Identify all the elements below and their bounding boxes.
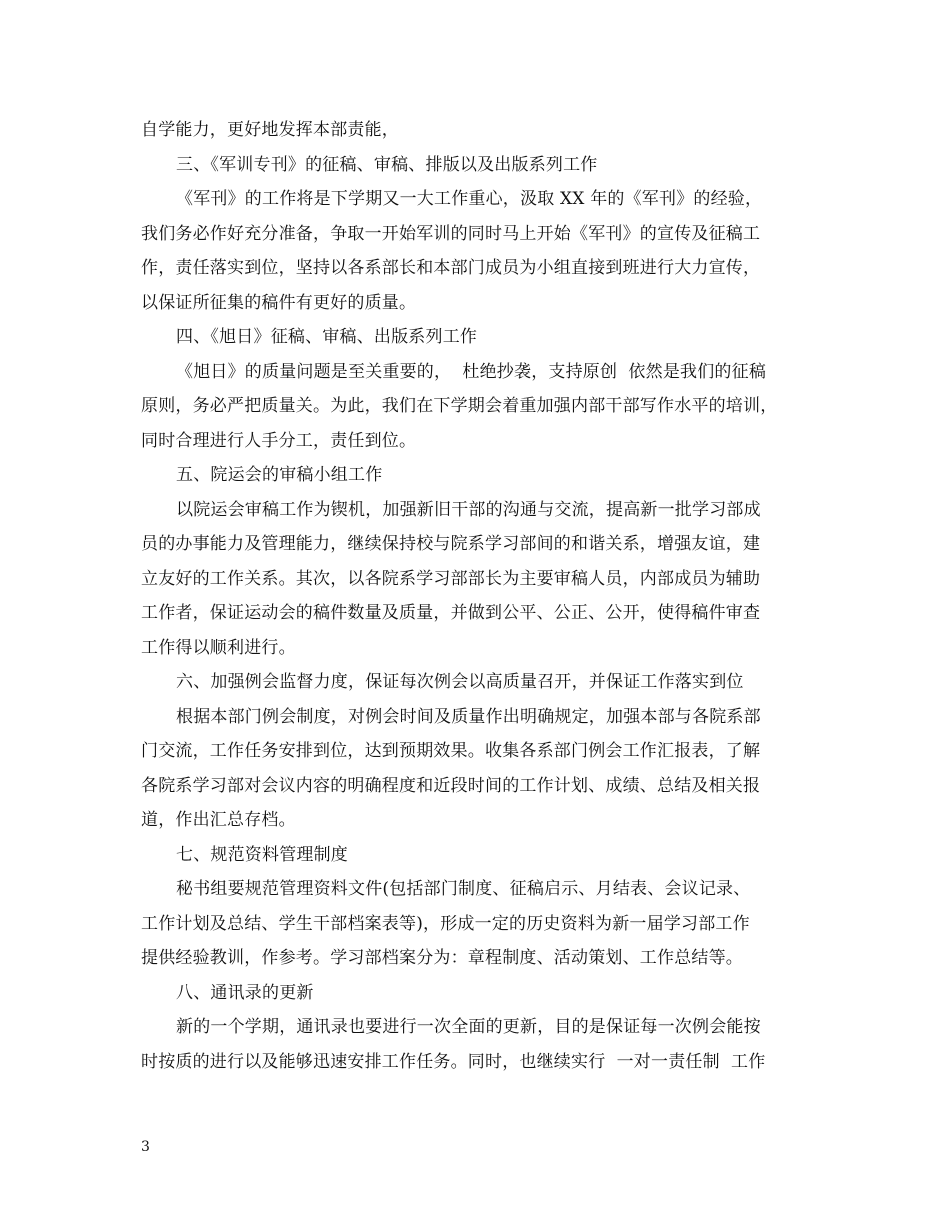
body-text-line: 根据本部门例会制度，对例会时间及质量作出明确规定，加强本部与各院系部 bbox=[176, 706, 761, 727]
page-number: 3 bbox=[141, 1139, 150, 1155]
body-text-line: 新的一个学期，通讯录也要进行一次全面的更新，目的是保证每一次例会能按 bbox=[176, 1017, 761, 1037]
body-text-line: 《旭日》的质量问题是至关重要的， 杜绝抄袭，支持原创 依然是我们的征稿 bbox=[176, 361, 767, 382]
body-text-line: 作，责任落实到位，坚持以各系部长和本部门成员为小组直接到班进行大力宣传， bbox=[141, 258, 761, 278]
body-text-line: 工作计划及总结、学生干部档案表等)，形成一定的历史资料为新一届学习部工作 bbox=[141, 913, 750, 934]
body-text-line: 时按质的进行以及能够迅速安排工作任务。同时，也继续实行 一对一责任制 工作 bbox=[141, 1051, 766, 1072]
document-body bbox=[141, 113, 831, 1079]
body-text-line: 工作者，保证运动会的稿件数量及质量，并做到公平、公正、公开，使得稿件审查 bbox=[141, 603, 761, 623]
section-heading-6: 六、加强例会监督力度，保证每次例会以高质量召开，并保证工作落实到位 bbox=[176, 672, 744, 692]
body-text-line: 以保证所征集的稿件有更好的质量。 bbox=[141, 292, 417, 313]
body-text-line: 道，作出汇总存档。 bbox=[141, 810, 296, 830]
body-text-line: 工作得以顺利进行。 bbox=[141, 637, 296, 658]
section-heading-5: 五、院运会的审稿小组工作 bbox=[176, 465, 383, 485]
body-text-line: 提供经验教训，作参考。学习部档案分为：章程制度、活动策划、工作总结等。 bbox=[141, 948, 743, 968]
section-heading-4: 四、《旭日》征稿、审稿、出版系列工作 bbox=[176, 327, 478, 347]
body-text-line: 立友好的工作关系。其次，以各院系学习部部长为主要审稿人员，内部成员为辅助 bbox=[141, 568, 761, 589]
body-text-line: 门交流，工作任务安排到位，达到预期效果。收集各系部门例会工作汇报表，了解 bbox=[141, 741, 761, 761]
body-text-line: 《军刊》的工作将是下学期又一大工作重心，汲取 XX 年的《军刊》的经验， bbox=[176, 189, 763, 209]
section-heading-7: 七、规范资料管理制度 bbox=[176, 844, 348, 865]
body-text-line: 各院系学习部对会议内容的明确程度和近段时间的工作计划、成绩、总结及相关报 bbox=[141, 775, 761, 796]
body-text-line: 原则，务必严把质量关。为此，我们在下学期会着重加强内部干部写作水平的培训， bbox=[141, 396, 778, 416]
section-heading-3: 三、《军训专刊》的征稿、审稿、排版以及出版系列工作 bbox=[176, 154, 598, 175]
body-text-line: 员的办事能力及管理能力，继续保持校与院系学习部间的和谐关系，增强友谊，建 bbox=[141, 534, 761, 554]
section-heading-8: 八、通讯录的更新 bbox=[176, 982, 314, 1003]
body-text-line: 秘书组要规范管理资料文件(包括部门制度、征稿启示、月结表、会议记录、 bbox=[176, 879, 751, 899]
body-text-line: 同时合理进行人手分工，责任到位。 bbox=[141, 430, 417, 451]
body-text-line: 自学能力，更好地发挥本部责能， bbox=[141, 120, 399, 140]
body-text-line: 我们务必作好充分准备，争取一开始军训的同时马上开始《军刊》的宣传及征稿工 bbox=[141, 223, 761, 244]
body-text-line: 以院运会审稿工作为锲机，加强新旧干部的沟通与交流，提高新一批学习部成 bbox=[176, 499, 761, 520]
